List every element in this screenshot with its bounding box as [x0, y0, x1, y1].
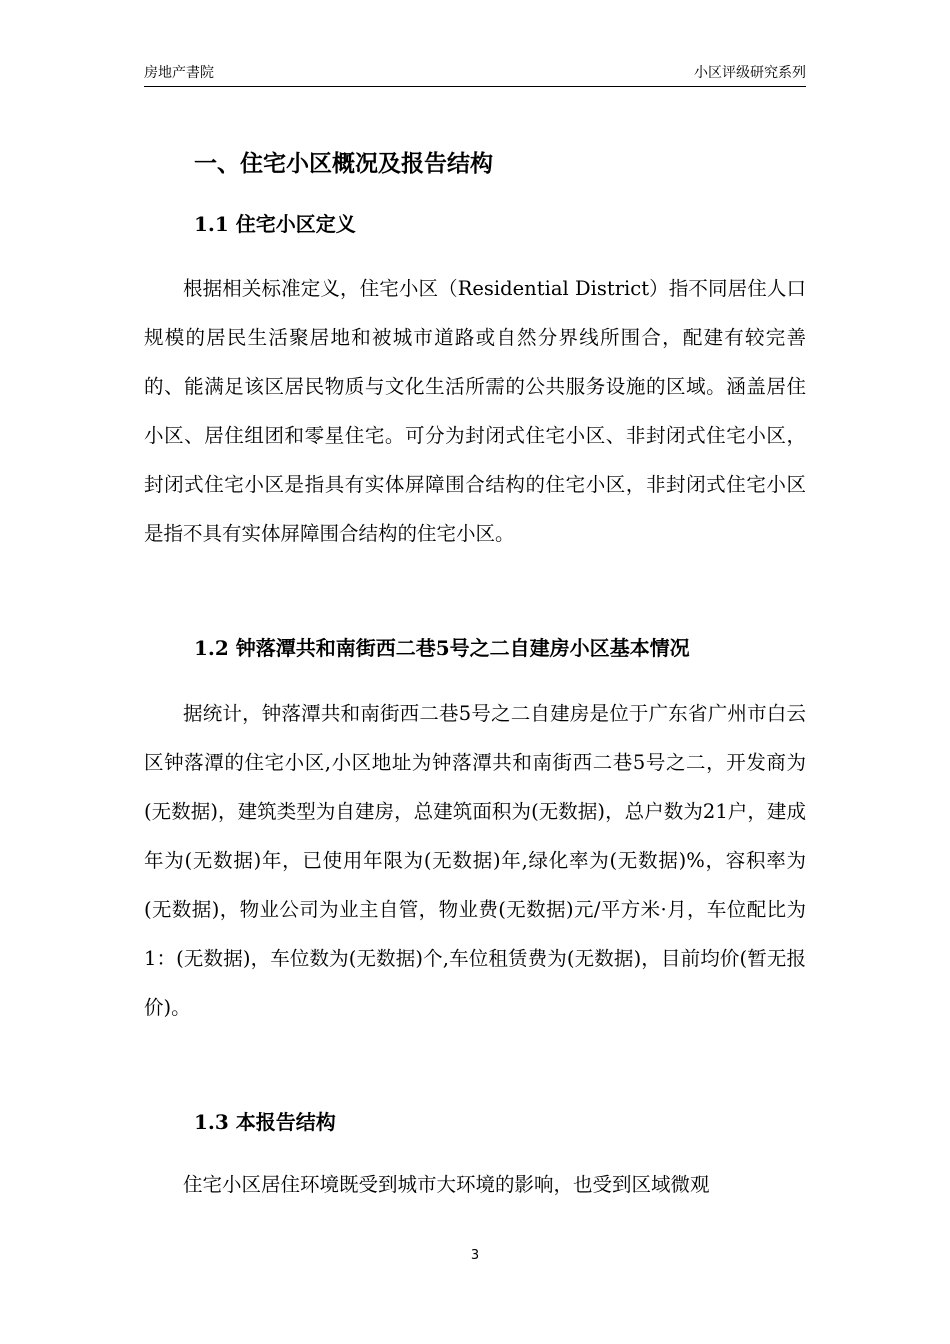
section-1-3-heading: 1.3 本报告结构: [194, 1110, 336, 1134]
section-1-2-heading: 1.2 钟落潭共和南街西二巷5号之二自建房小区基本情况: [194, 636, 690, 660]
page-header: [144, 62, 806, 87]
header-series-title: 小区评级研究系列: [694, 65, 806, 81]
section-1-heading: 一、住宅小区概况及报告结构: [194, 150, 493, 177]
section-1-1-heading: 1.1 住宅小区定义: [194, 212, 356, 236]
page-number: 3: [470, 1248, 480, 1263]
header-publisher: 房地产書院: [144, 65, 214, 81]
section-1-1-paragraph: 根据相关标准定义，住宅小区（Residential District）指不同居住人口规模的居民生活聚居地和被城市道路或自然分界线所围合，配建有较完善的、能满足该区居民物质与文化生活所需的公共服务设施的区域。涵盖居住小区、居住组团和零星住宅。可分为封闭式住宅小区、非封闭式住宅小区，封闭式住宅小区是指具有实体屏障围合结构的住宅小区，非封闭式住宅小区是指不具有实体屏障围合结构的住宅小区。: [144, 277, 806, 545]
section-1-3-paragraph: 住宅小区居住环境既受到城市大环境的影响，也受到区域微观: [183, 1173, 710, 1196]
section-1-2-paragraph: 据统计，钟落潭共和南街西二巷5号之二自建房是位于广东省广州市白云区钟落潭的住宅小区,小区地址为钟落潭共和南街西二巷5号之二，开发商为(无数据)，建筑类型为自建房，总建筑面积为(无数据)，总户数为21户，建成年为(无数据)年，已使用年限为(无数据)年,绿化率为(无数据)%，容积率为(无数据)，物业公司为业主自管，物业费(无数据)元/平方米·月，车位配比为1：(无数据)，车位数为(无数据)个,车位租赁费为(无数据)，目前均价(暂无报价)。: [144, 702, 806, 1019]
